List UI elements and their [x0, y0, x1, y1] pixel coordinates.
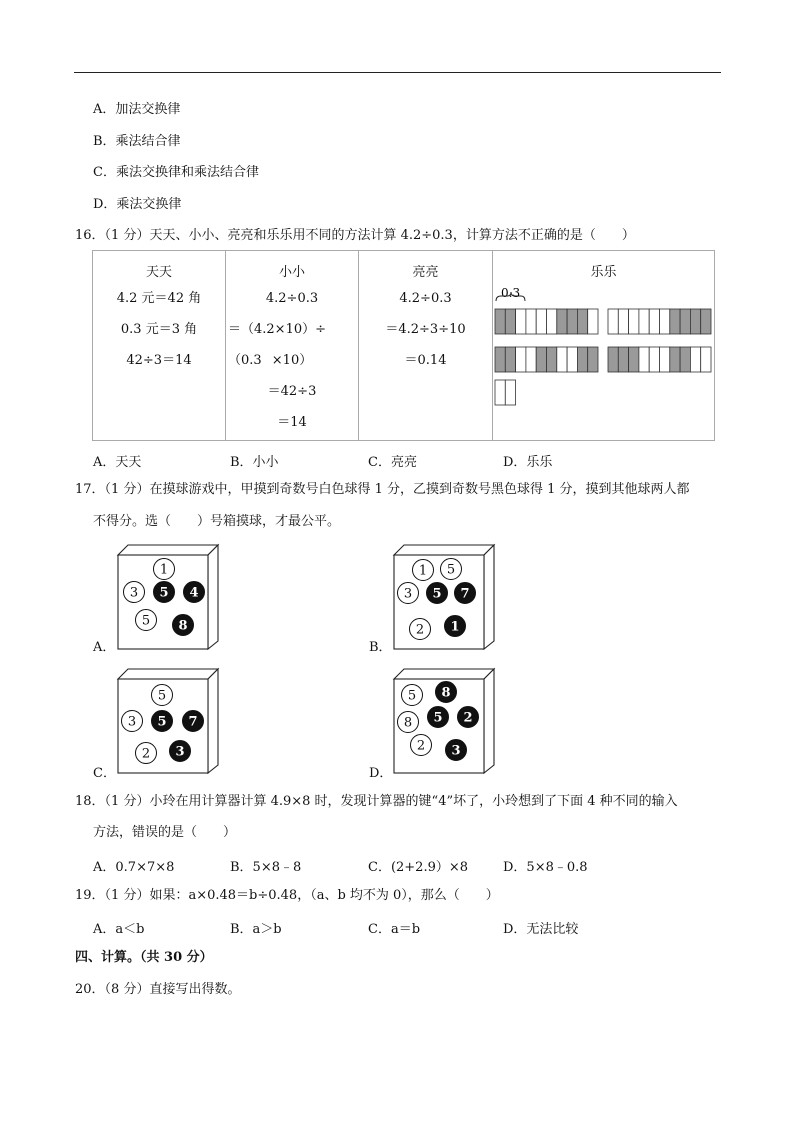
q16-stem: 16．（1 分）天天、小小、亮亮和乐乐用不同的方法计算 4.2÷0.3，计算方法不正确的是（ ）: [75, 228, 635, 243]
strip-cell: [536, 309, 546, 334]
tiantian-header: 天天: [145, 265, 172, 280]
tiantian-line: 42÷3＝14: [126, 353, 192, 368]
ball-number: 5: [157, 714, 167, 730]
q16-methods-table: [92, 250, 715, 441]
xiaoxiao-line: ×10）: [271, 353, 313, 368]
tiantian-line: 4.2 元＝42 角: [116, 291, 202, 306]
strip-cell: [526, 347, 536, 372]
xiaoxiao-line: 4.2÷0.3: [265, 291, 319, 306]
box-top-face: [394, 545, 494, 555]
q18-option-a: A．0.7×7×8: [93, 860, 175, 875]
ball-number: 5: [159, 585, 169, 601]
ball-number: 5: [446, 562, 456, 578]
box-c-label: C．: [93, 766, 116, 781]
strip-cell: [557, 347, 567, 372]
box-top-face: [394, 669, 494, 679]
q18-option-d: D．5×8﹣0.8: [503, 860, 588, 875]
strip-cell: [670, 347, 680, 372]
q16-option-a: A．天天: [93, 455, 142, 470]
box-side-face: [484, 545, 494, 649]
q20-stem: 20．（8 分）直接写出得数。: [75, 982, 241, 997]
strip-cell: [618, 347, 628, 372]
ball-number: 5: [407, 688, 417, 704]
ball-number: 1: [418, 563, 428, 579]
ball-number: 5: [157, 688, 167, 704]
strip-cell: [547, 309, 557, 334]
strip-cell: [649, 309, 659, 334]
strip-cell: [629, 309, 639, 334]
q19-stem: 19．（1 分）如果：a×0.48＝b÷0.48，（a、b 均不为 0），那么（ ）: [75, 888, 499, 903]
q16-option-d: D．乐乐: [503, 455, 553, 470]
ball-number: 3: [175, 744, 185, 760]
strip-cell: [639, 347, 649, 372]
strip-cell: [557, 309, 567, 334]
q19-option-d: D．无法比较: [503, 922, 579, 937]
strip-cell: [701, 347, 711, 372]
ball-number: 7: [460, 586, 470, 602]
strip-cell: [690, 347, 700, 372]
strip-cell: [690, 309, 700, 334]
strip-cell: [567, 309, 577, 334]
strip-cell: [588, 309, 598, 334]
ball-number: 5: [141, 613, 151, 629]
ball-number: 5: [432, 586, 442, 602]
q15-option-b: B．乘法结合律: [93, 134, 181, 149]
q16-option-c: C．亮亮: [368, 455, 417, 470]
liangliang-line: 4.2÷0.3: [399, 291, 452, 306]
q15-option-d: D．乘法交换律: [93, 197, 182, 212]
strip-cell: [660, 309, 670, 334]
tiantian-line: 0.3 元＝3 角: [120, 322, 198, 337]
section-4-heading: 四、计算。（共 30 分）: [75, 950, 213, 965]
decimal-strips: [495, 309, 711, 405]
strip-cell: [536, 347, 546, 372]
tiantian-cell: [93, 251, 226, 441]
liangliang-header: 亮亮: [412, 265, 439, 280]
strip-cell: [588, 347, 598, 372]
strip-cell: [505, 347, 515, 372]
q15-option-a: A．加法交换律: [93, 102, 181, 117]
ball-number: 5: [433, 710, 443, 726]
q18-stem-line2: 方法，错误的是（ ）: [93, 825, 237, 840]
ball-box-a: [112, 543, 222, 651]
liangliang-line: ＝0.14: [404, 353, 447, 368]
q19-option-a: A．a＜b: [93, 922, 145, 937]
ball-number: 8: [441, 685, 451, 701]
box-top-face: [118, 545, 218, 555]
strip-cell: [608, 309, 618, 334]
ball-number: 2: [415, 622, 425, 638]
strip-cell: [567, 347, 577, 372]
box-top-face: [118, 669, 218, 679]
strip-cell: [495, 309, 505, 334]
q17-stem-line1: 17．（1 分）在摸球游戏中，甲摸到奇数号白色球得 1 分，乙摸到奇数号黑色球得 1 分，摸到其他球两人都: [75, 482, 690, 497]
strip-cell: [670, 309, 680, 334]
q19-option-b: B．a＞b: [230, 922, 282, 937]
ball-number: 2: [141, 746, 151, 762]
strip-cell: [495, 380, 505, 405]
ball-number: 2: [463, 710, 473, 726]
q15-option-c: C．乘法交换律和乘法结合律: [93, 165, 259, 180]
xiaoxiao-line: ＝14: [277, 415, 307, 430]
strip-cell: [516, 347, 526, 372]
q16-option-b: B．小小: [230, 455, 279, 470]
liangliang-line: ＝4.2÷3÷10: [385, 322, 466, 337]
xiaoxiao-cell: [226, 251, 359, 441]
box-b-label: B．: [369, 640, 392, 655]
q18-option-c: C．(2+2.9）×8: [368, 860, 469, 875]
ball-number: 2: [416, 738, 426, 754]
q19-option-c: C．a＝b: [368, 922, 421, 937]
ball-number: 1: [159, 562, 169, 578]
strip-cell: [618, 309, 628, 334]
lele-header: 乐乐: [590, 265, 617, 280]
q18-stem-line1: 18．（1 分）小玲在用计算器计算 4.9×8 时，发现计算器的键“4”坏了，小玲想到了下面 4 种不同的输入: [75, 794, 678, 809]
ball-number: 8: [403, 715, 413, 731]
strip-cell: [660, 347, 670, 372]
ball-number: 3: [129, 585, 139, 601]
ball-number: 1: [450, 619, 460, 635]
strip-cell: [680, 347, 690, 372]
ball-number: 3: [127, 714, 137, 730]
strip-cell: [526, 309, 536, 334]
strip-cell: [495, 347, 505, 372]
box-a-label: A．: [93, 640, 116, 655]
strip-cell: [577, 309, 587, 334]
strip-cell: [680, 309, 690, 334]
ball-box-c: [112, 667, 222, 775]
box-d-label: D．: [369, 766, 393, 781]
strip-cell: [701, 309, 711, 334]
ball-number: 4: [189, 585, 199, 601]
ball-number: 7: [188, 714, 198, 730]
strip-cell: [505, 380, 515, 405]
q18-option-b: B．5×8﹣8: [230, 860, 302, 875]
box-side-face: [208, 545, 218, 649]
ball-box-d: [388, 667, 498, 775]
q17-stem-line2: 不得分。选（ ）号箱摸球，才最公平。: [93, 514, 341, 529]
strip-cell: [577, 347, 587, 372]
lele-strip-diagram: [493, 281, 715, 431]
ball-number: 3: [451, 743, 461, 759]
strip-cell: [547, 347, 557, 372]
strip-cell: [649, 347, 659, 372]
ball-number: 8: [178, 618, 188, 634]
strip-cell: [505, 309, 515, 334]
box-side-face: [484, 669, 494, 773]
strip-cell: [639, 309, 649, 334]
liangliang-cell: [359, 251, 493, 441]
strip-cell: [629, 347, 639, 372]
ball-box-b: [388, 543, 498, 651]
xiaoxiao-header: 小小: [278, 265, 305, 280]
box-side-face: [208, 669, 218, 773]
header-rule: [74, 72, 721, 73]
lele-cell: [493, 251, 715, 441]
xiaoxiao-line: ＝（4.2×10）÷（0.3: [228, 322, 327, 368]
ball-number: 3: [403, 586, 413, 602]
strip-cell: [608, 347, 618, 372]
xiaoxiao-line: ＝42÷3: [267, 384, 317, 399]
lele-label: 0.3: [501, 286, 521, 300]
strip-cell: [516, 309, 526, 334]
